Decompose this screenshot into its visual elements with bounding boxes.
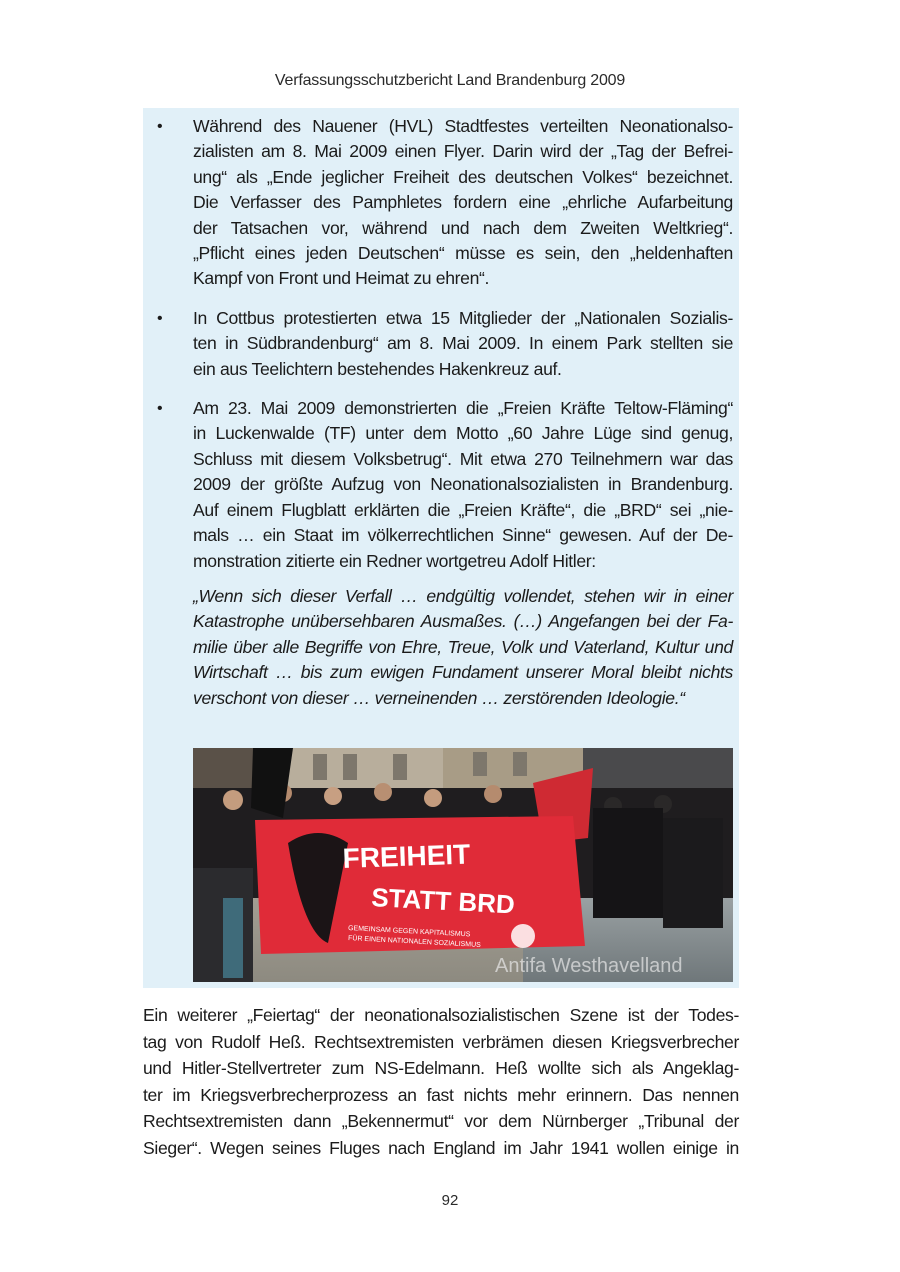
- text-line: In Cottbus protestierten etwa 15 Mitglieder der „Nationalen Sozialis-: [193, 307, 733, 328]
- head: [324, 787, 342, 805]
- bullet-marker: •: [157, 400, 163, 418]
- photo-watermark: Antifa Westhavelland: [495, 955, 683, 977]
- list-item-cottbus: [157, 306, 733, 382]
- banner-small-text-line2: FÜR EINEN NATIONALEN SOZIALISMUS: [347, 935, 481, 949]
- text-line: ter im Kriegsverbrecherprozess an fast nichts mehr erinnern. Das nennen: [143, 1084, 739, 1105]
- head: [223, 790, 243, 810]
- body-paragraph: [143, 1002, 739, 1162]
- text-line: Während des Nauener (HVL) Stadtfestes verteilten Neonationalso-: [193, 116, 733, 136]
- text-line: ein aus Teelichtern bestehendes Hakenkreuz auf.: [193, 358, 562, 379]
- text-line: „Pflicht eines jeden Deutschen“ müsse es sein, den „heldenhaften: [193, 243, 733, 264]
- banner-small-text-line1: GEMEINSAM GEGEN KAPITALISMUS: [347, 925, 471, 939]
- text-line: Kampf von Front und Heimat zu ehren“.: [193, 268, 490, 289]
- page-number: 92: [441, 1192, 459, 1209]
- text-line: monstration zitierte ein Redner wortgetreu Adolf Hitler:: [193, 550, 596, 571]
- window: [513, 752, 527, 776]
- quote-line: Wirtschaft … bis zum ewigen Fundament unserer Moral bleibt nichts: [193, 662, 733, 683]
- text-line: und Hitler-Stellvertreter zum NS-Edelmann. Heß wollte sich als Angeklag-: [143, 1058, 739, 1079]
- people-right: [593, 808, 663, 918]
- quote-line: milie über alle Begriffe von Ehre, Treue, Volk und Vaterland, Kultur und: [193, 636, 733, 657]
- banner-text-line2: STATT BRD: [370, 882, 516, 920]
- head: [484, 785, 502, 803]
- quote-line: Katastrophe unübersehbaren Ausmaßes. (…) Angefangen bei der Fa-: [193, 611, 733, 632]
- window: [313, 754, 327, 780]
- text-line: ten in Südbrandenburg“ am 8. Mai 2009. In einem Park stellten sie: [193, 333, 733, 354]
- text-line: Sieger“. Wegen seines Fluges nach England im Jahr 1941 wollen einige in: [143, 1137, 739, 1158]
- hitler-quote: [193, 584, 733, 711]
- text-line: Rechtsextremisten dann „Bekennermut“ vor dem Nürnberger „Tribunal der: [143, 1111, 739, 1132]
- person-left-clothes: [223, 898, 243, 978]
- text-line: Auf einem Flugblatt erklärten die „Freien Kräfte“, die „BRD“ sei „nie-: [193, 499, 733, 520]
- text-line: der Tatsachen vor, während und nach dem Zweiten Weltkrieg“.: [193, 217, 733, 238]
- window: [393, 754, 407, 780]
- bullet-list: [157, 114, 733, 725]
- text-line: mals … ein Staat im völkerrechtlichen Sinne“ gewesen. Auf der De-: [193, 525, 733, 546]
- head: [424, 789, 442, 807]
- text-line: Schluss mit diesem Volksbetrug“. Mit etwa 270 Teilnehmern war das: [193, 448, 733, 469]
- photo-illustration: [193, 748, 733, 982]
- head: [374, 783, 392, 801]
- text-line: Ein weiterer „Feiertag“ der neonationalsozialistischen Szene ist der Todes-: [143, 1005, 739, 1025]
- list-item-luckenwalde: [157, 396, 733, 711]
- running-header: Verfassungsschutzbericht Land Brandenburg 2009: [274, 72, 626, 89]
- text-line: in Luckenwalde (TF) unter dem Motto „60 Jahre Lüge sind genug,: [193, 423, 733, 444]
- quote-line: verschont von dieser … verneinenden … zerstörenden Ideologie.“: [193, 687, 685, 708]
- people-far-right: [663, 818, 723, 928]
- demonstration-photo: [193, 748, 733, 982]
- list-item-nauen: [157, 114, 733, 292]
- text-line: zialisten am 8. Mai 2009 einen Flyer. Darin wird der „Tag der Befrei-: [193, 141, 733, 162]
- window: [473, 752, 487, 776]
- text-line: Die Verfasser des Pamphletes fordern eine „ehrliche Aufarbeitung: [193, 192, 733, 213]
- quote-line: „Wenn sich dieser Verfall … endgültig vollendet, stehen wir in einer: [193, 585, 733, 606]
- text-line: ung“ als „Ende jeglicher Freiheit des deutschen Volkes“ bezeichnet.: [193, 166, 733, 187]
- window: [343, 754, 357, 780]
- bullet-marker: •: [157, 118, 163, 135]
- banner-logo: [511, 924, 535, 948]
- banner-text-line1: FREIHEIT: [342, 838, 471, 874]
- text-line: 2009 der größte Aufzug von Neonationalsozialisten in Brandenburg.: [193, 474, 733, 495]
- text-line: tag von Rudolf Heß. Rechtsextremisten verbrämen diesen Kriegsverbrecher: [143, 1031, 739, 1052]
- bullet-marker: •: [157, 309, 163, 327]
- text-line: Am 23. Mai 2009 demonstrierten die „Freien Kräfte Teltow-Fläming“: [193, 398, 733, 419]
